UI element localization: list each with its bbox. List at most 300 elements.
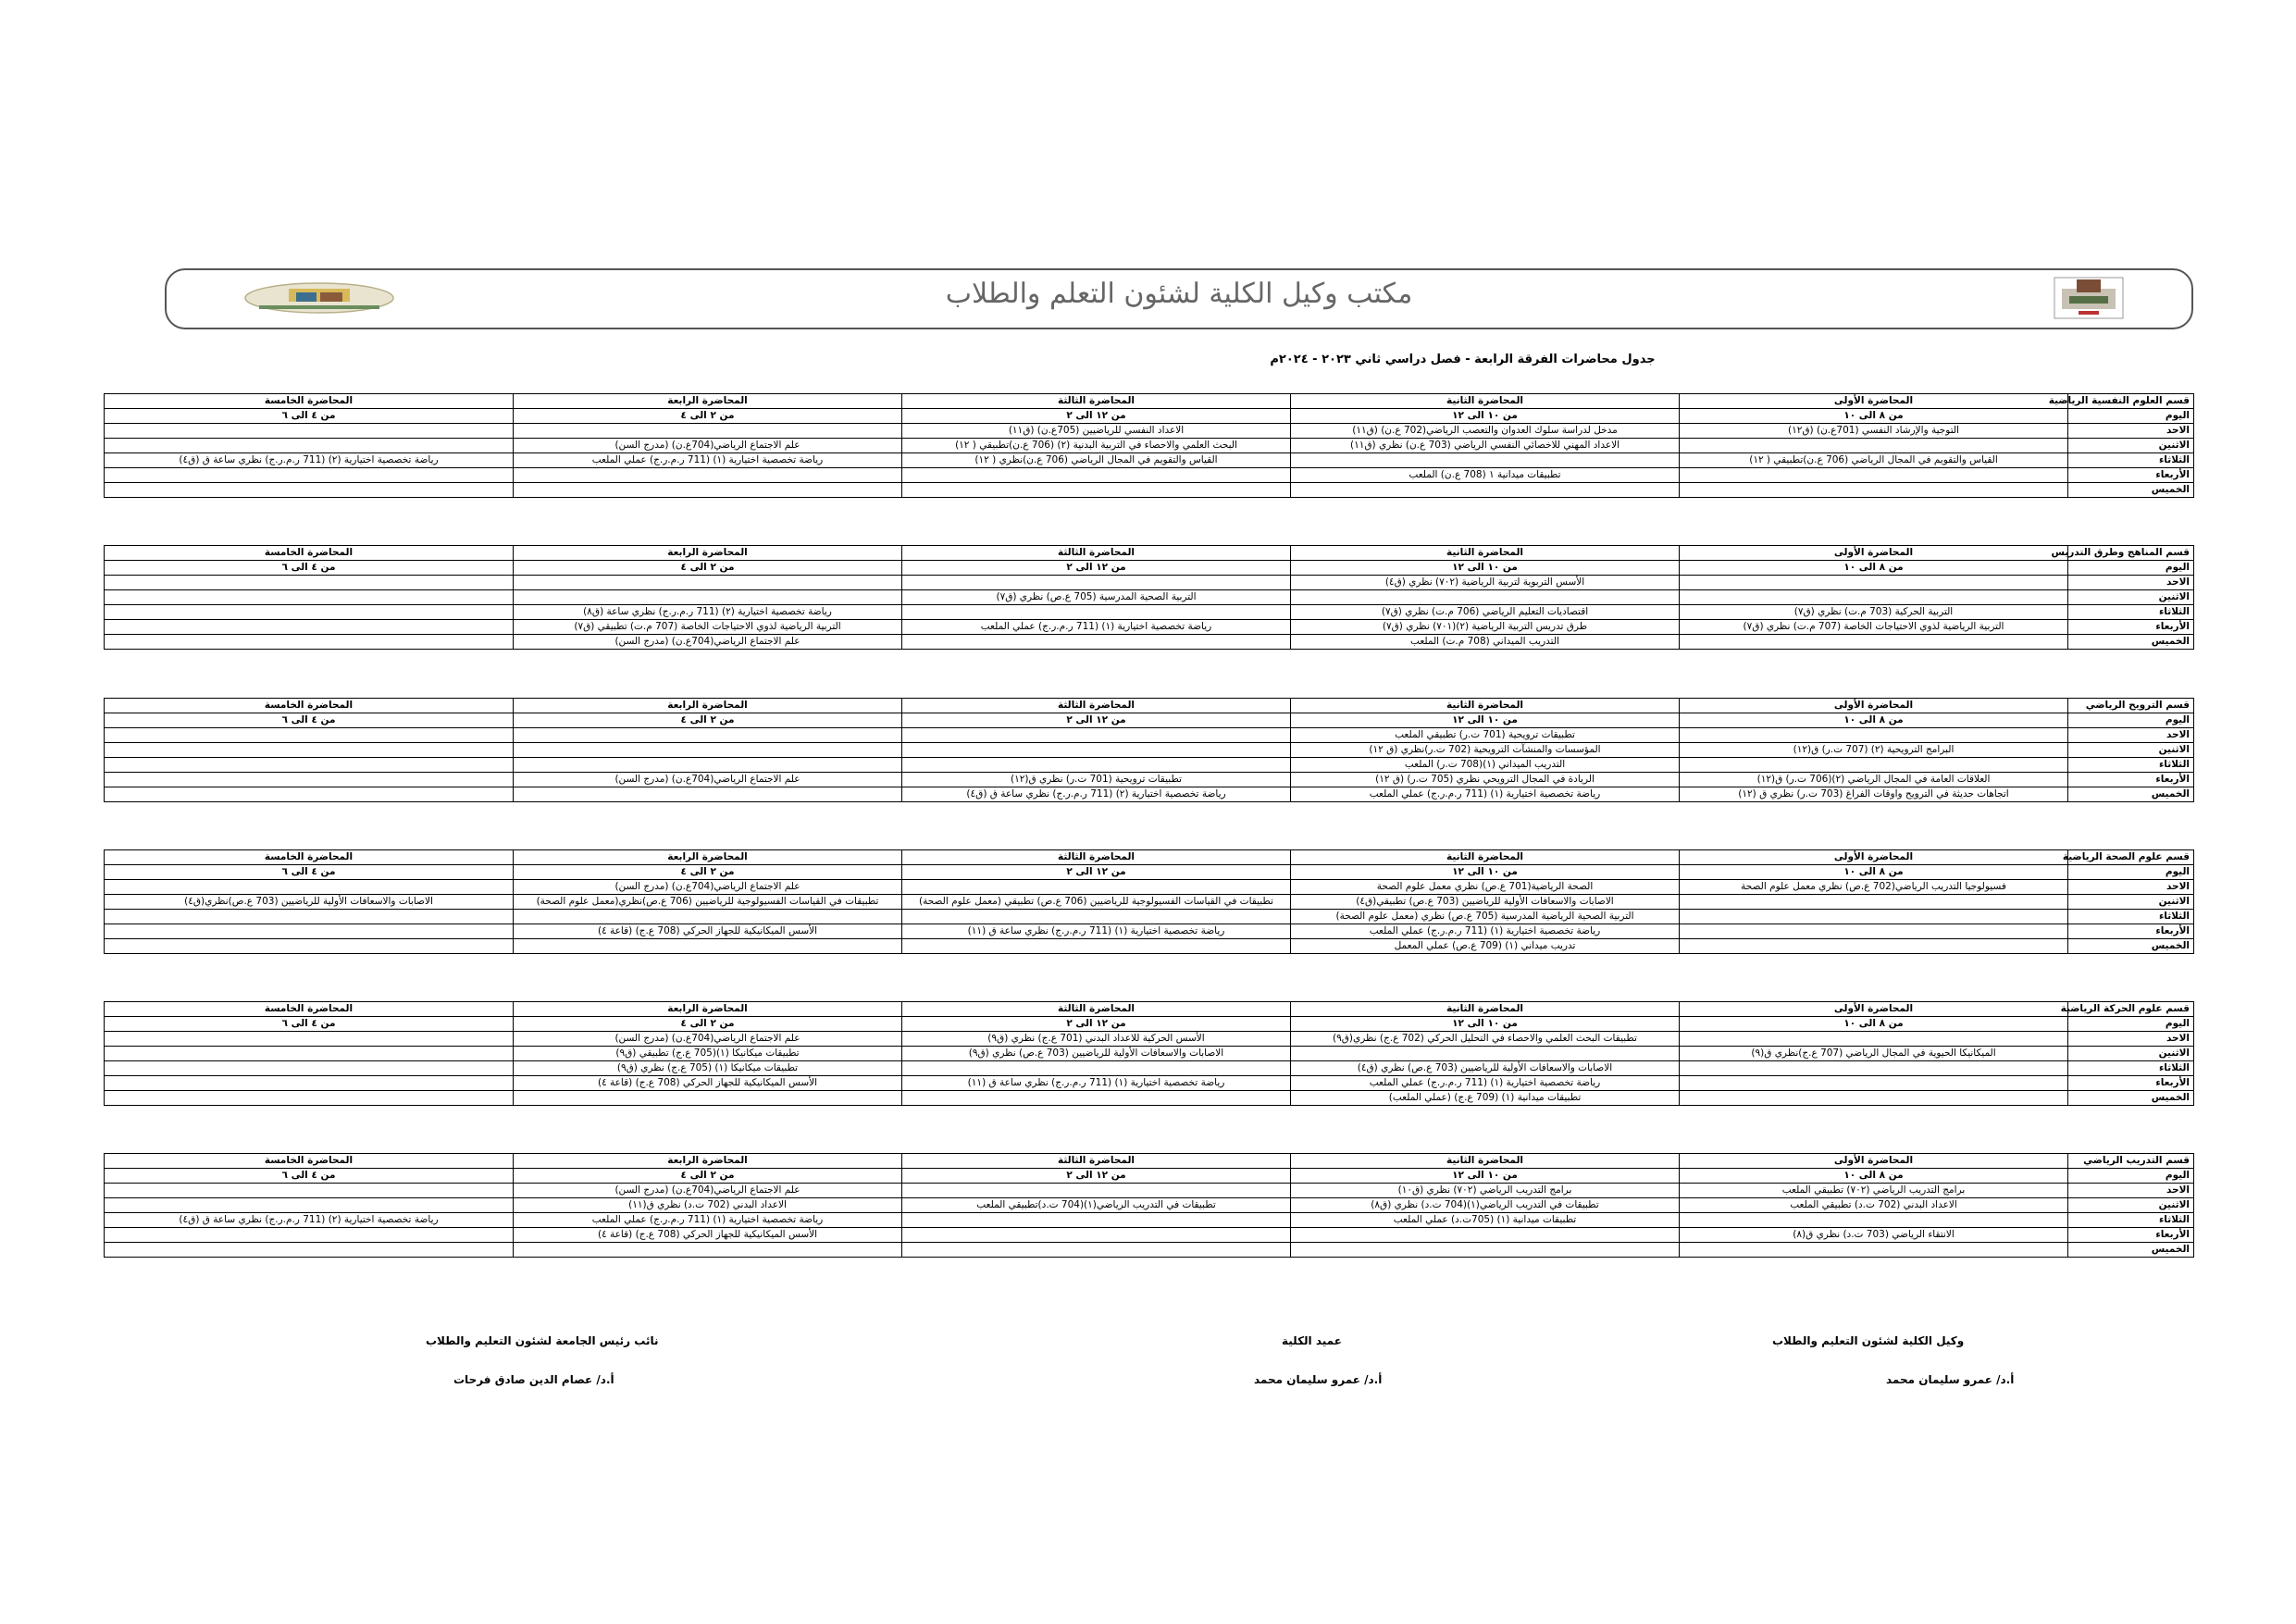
lecture-cell: الاصابات والاسعافات الأولية للرياضيين (703 ع.ص)نظري(ق٤)	[105, 895, 514, 910]
lecture-cell: تطبيقات ميدانية (١) (705ت.د) عملي الملعب	[1291, 1213, 1680, 1228]
table-row	[105, 924, 2194, 939]
lecture-header: المحاضرة الثالثة	[902, 850, 1291, 865]
lecture-cell: الاصابات والاسعافات الأولية للرياضيين (703 ع.ص) نظري (ق٤)	[1291, 1061, 1680, 1076]
lecture-cell	[105, 468, 514, 483]
time-slot: من ٢ الى ٤	[514, 713, 902, 728]
lecture-cell	[1680, 924, 2068, 939]
department-table	[104, 1001, 2194, 1106]
lecture-cell	[902, 1243, 1291, 1258]
time-slot: من ٢ الى ٤	[514, 409, 902, 424]
lecture-cell	[1680, 1076, 2068, 1091]
lecture-cell: التدريب الميداني (١)(708 ت.ر) الملعب	[1291, 758, 1680, 773]
lecture-cell: مدخل لدراسة سلوك العدوان والتعصب الرياضي(702 ع.ن) (ق١١)	[1291, 424, 1680, 439]
table-row	[105, 439, 2194, 453]
lecture-header: المحاضرة الثالثة	[902, 1002, 1291, 1017]
day-label: الثلاثاء	[2068, 910, 2194, 924]
table-row	[105, 1243, 2194, 1258]
table-row	[105, 1047, 2194, 1061]
lecture-cell	[902, 758, 1291, 773]
lecture-cell	[902, 910, 1291, 924]
lecture-cell: تطبيقات البحث العلمي والاحصاء في التحليل الحركي (702 ع.ج) نظري(ق٩)	[1291, 1032, 1680, 1047]
table-row	[105, 424, 2194, 439]
header-row	[105, 546, 2194, 561]
lecture-cell: تطبيقات ميكانيكا (١)(705 ع.ج) تطبيقي (ق٩)	[514, 1047, 902, 1061]
time-row	[105, 409, 2194, 424]
lecture-cell: برامج التدريب الرياضي (٧٠٢) تطبيقي الملعب	[1680, 1184, 2068, 1198]
lecture-cell	[902, 468, 1291, 483]
lecture-cell: علم الاجتماع الرياضي(704ع.ن) (مدرج السن)	[514, 1032, 902, 1047]
lecture-cell	[1680, 895, 2068, 910]
lecture-cell	[1680, 468, 2068, 483]
lecture-cell: برامج التدريب الرياضي (٧٠٢) نظري (ق١٠)	[1291, 1184, 1680, 1198]
lecture-cell: رياضة تخصصية اختيارية (١) (711 ر.م.ر.ج) عملي الملعب	[1291, 1076, 1680, 1091]
vp-name: أ.د/ عصام الدين صادق فرحات	[453, 1373, 614, 1386]
lecture-cell	[1680, 910, 2068, 924]
time-slot: من ١٢ الى ٢	[902, 1169, 1291, 1184]
day-label: الثلاثاء	[2068, 453, 2194, 468]
day-label: الاحد	[2068, 880, 2194, 895]
time-slot: من ٨ الى ١٠	[1680, 1017, 2068, 1032]
lecture-cell	[902, 1228, 1291, 1243]
lecture-cell: رياضة تخصصية اختيارية (٢) (711 ر.م.ر.ج) نظري ساعة (ق٨)	[514, 605, 902, 620]
lecture-cell	[105, 743, 514, 758]
table-row	[105, 910, 2194, 924]
lecture-cell	[902, 1184, 1291, 1198]
lecture-cell: البرامج الترويحية (٢) (707 ت.ر) ق(١٢)	[1680, 743, 2068, 758]
day-label: الاحد	[2068, 424, 2194, 439]
lecture-cell	[105, 1076, 514, 1091]
day-label: الخميس	[2068, 635, 2194, 650]
lecture-cell	[1291, 1228, 1680, 1243]
department-table	[104, 545, 2194, 650]
day-label: اليوم	[2068, 409, 2194, 424]
lecture-cell: رياضة تخصصية اختيارية (١) (711 ر.م.ر.ج) عملي الملعب	[514, 453, 902, 468]
lecture-cell: تطبيقات في القياسات الفسيولوجية للرياضيين (706 ع.ص) تطبيقي (معمل علوم الصحة)	[902, 895, 1291, 910]
lecture-cell: الاعداد النفسي للرياضيين (705ع.ن) (ق١١)	[902, 424, 1291, 439]
lecture-cell	[514, 728, 902, 743]
lecture-cell: علم الاجتماع الرياضي(704ع.ن) (مدرج السن)	[514, 880, 902, 895]
department-table	[104, 849, 2194, 954]
table-row	[105, 1032, 2194, 1047]
day-label: الأربعاء	[2068, 1076, 2194, 1091]
lecture-cell	[902, 939, 1291, 954]
department-name: قسم المناهج وطرق التدريس	[2068, 546, 2194, 561]
lecture-cell: الأسس الميكانيكية للجهاز الحركي (708 ع.ج) (قاعة ٤)	[514, 1076, 902, 1091]
lecture-cell	[514, 758, 902, 773]
lecture-cell	[514, 910, 902, 924]
lecture-cell	[514, 483, 902, 498]
lecture-cell	[1680, 939, 2068, 954]
time-slot: من ٨ الى ١٠	[1680, 561, 2068, 576]
time-slot: من ٢ الى ٤	[514, 865, 902, 880]
lecture-cell	[1680, 1243, 2068, 1258]
day-label: الاحد	[2068, 1184, 2194, 1198]
lecture-cell	[514, 576, 902, 590]
table-row	[105, 758, 2194, 773]
day-label: الخميس	[2068, 939, 2194, 954]
department-table	[104, 393, 2194, 498]
lecture-cell: رياضة تخصصية اختيارية (١) (711 ر.م.ر.ج) نظري ساعة ق (١١)	[902, 924, 1291, 939]
day-label: اليوم	[2068, 1017, 2194, 1032]
day-label: الأربعاء	[2068, 468, 2194, 483]
lecture-cell: تطبيقات ميكانيكا (١) (705 ع.ج) نظري (ق٩)	[514, 1061, 902, 1076]
lecture-cell: تطبيقات ترويحية (701 ت.ر) تطبيقي الملعب	[1291, 728, 1680, 743]
university-logo-icon	[241, 279, 398, 316]
time-slot: من ١٢ الى ٢	[902, 1017, 1291, 1032]
lecture-cell: رياضة تخصصية اختيارية (٢) (711 ر.م.ر.ج) نظري ساعة ق (ق٤)	[105, 453, 514, 468]
day-label: الثلاثاء	[2068, 1061, 2194, 1076]
lecture-cell: الاصابات والاسعافات الأولية للرياضيين (703 ع.ص) نظري (ق٩)	[902, 1047, 1291, 1061]
lecture-cell	[105, 635, 514, 650]
lecture-cell: تطبيقات في التدريب الرياضي(١)(704 ت.د) نظري (ق٨)	[1291, 1198, 1680, 1213]
table-row	[105, 453, 2194, 468]
dean-label: عميد الكلية	[1282, 1334, 1342, 1347]
day-label: الاثنين	[2068, 743, 2194, 758]
lecture-cell	[105, 1032, 514, 1047]
lecture-cell: علم الاجتماع الرياضي(704ع.ن) (مدرج السن)	[514, 439, 902, 453]
lecture-header: المحاضرة الرابعة	[514, 546, 902, 561]
time-slot: من ١٠ الى ١٢	[1291, 409, 1680, 424]
header-row	[105, 1154, 2194, 1169]
lecture-cell	[1291, 1243, 1680, 1258]
lecture-cell	[1680, 635, 2068, 650]
header-row	[105, 1002, 2194, 1017]
lecture-cell: اتجاهات حديثة في الترويح واوقات الفراغ (703 ت.ر) نظري ق (١٢)	[1680, 787, 2068, 802]
table-row	[105, 468, 2194, 483]
lecture-header: المحاضرة الثانية	[1291, 850, 1680, 865]
lecture-cell	[105, 483, 514, 498]
lecture-header: المحاضرة الثالثة	[902, 394, 1291, 409]
lecture-cell: رياضة تخصصية اختيارية (٢) (711 ر.م.ر.ج) نظري ساعة ق (ق٤)	[105, 1213, 514, 1228]
day-label: الاثنين	[2068, 439, 2194, 453]
lecture-cell: التربية الصحية المدرسية (705 ع.ص) نظري (ق٧)	[902, 590, 1291, 605]
department-name: قسم العلوم النفسية الرياضية	[2068, 394, 2194, 409]
lecture-header: المحاضرة الخامسة	[105, 1154, 514, 1169]
time-slot: من ٢ الى ٤	[514, 1169, 902, 1184]
lecture-cell	[514, 1243, 902, 1258]
day-label: الاثنين	[2068, 895, 2194, 910]
lecture-cell	[105, 1184, 514, 1198]
header-row	[105, 699, 2194, 713]
table-row	[105, 880, 2194, 895]
lecture-cell	[902, 576, 1291, 590]
lecture-cell: علم الاجتماع الرياضي(704ع.ن) (مدرج السن)	[514, 1184, 902, 1198]
lecture-cell	[105, 590, 514, 605]
lecture-header: المحاضرة الأولى	[1680, 850, 2068, 865]
lecture-cell	[105, 939, 514, 954]
lecture-cell	[1680, 590, 2068, 605]
day-label: الاحد	[2068, 1032, 2194, 1047]
lecture-cell: القياس والتقويم في المجال الرياضي (706 ع.ن)تطبيقي ( ١٢)	[1680, 453, 2068, 468]
lecture-cell	[514, 787, 902, 802]
lecture-cell: تطبيقات في التدريب الرياضي(١)(704 ت.د)تطبيقي الملعب	[902, 1198, 1291, 1213]
lecture-header: المحاضرة الرابعة	[514, 394, 902, 409]
lecture-header: المحاضرة الخامسة	[105, 546, 514, 561]
lecture-cell: اقتصاديات التعليم الرياضي (706 م.ت) نظري (ق٧)	[1291, 605, 1680, 620]
lecture-cell: رياضة تخصصية اختيارية (٢) (711 ر.م.ر.ج) نظري ساعة ق (ق٤)	[902, 787, 1291, 802]
document-title: جدول محاضرات الفرقة الرابعة - فصل دراسي ثاني ٢٠٢٣ - ٢٠٢٤م	[1270, 353, 1656, 366]
lecture-cell	[1680, 1061, 2068, 1076]
table-row	[105, 1076, 2194, 1091]
table-row	[105, 483, 2194, 498]
lecture-cell: رياضة تخصصية اختيارية (١) (711 ر.م.ر.ج) عملي الملعب	[514, 1213, 902, 1228]
lecture-cell: القياس والتقويم في المجال الرياضي (706 ع.ن)نظري ( ١٢)	[902, 453, 1291, 468]
table-row	[105, 939, 2194, 954]
lecture-cell: تطبيقات ميدانية (١) (709 ع.ج) (عملي الملعب)	[1291, 1091, 1680, 1106]
lecture-cell	[902, 1213, 1291, 1228]
lecture-cell	[105, 728, 514, 743]
lecture-cell: الأسس الحركية للاعداد البدني (701 ع.ج) نظري (ق٩)	[902, 1032, 1291, 1047]
lecture-cell	[1680, 728, 2068, 743]
day-label: الأربعاء	[2068, 620, 2194, 635]
lecture-header: المحاضرة الأولى	[1680, 1154, 2068, 1169]
lecture-cell	[514, 468, 902, 483]
lecture-header: المحاضرة الثانية	[1291, 699, 1680, 713]
lecture-cell	[902, 728, 1291, 743]
lecture-cell	[105, 620, 514, 635]
lecture-header: المحاضرة الثانية	[1291, 546, 1680, 561]
office-header	[165, 268, 2193, 329]
time-slot: من ٤ الى ٦	[105, 1169, 514, 1184]
lecture-cell	[1680, 1213, 2068, 1228]
lecture-cell: الاعداد المهني للاخصائي النفسي الرياضي (703 ع.ن) نظري (ق١١)	[1291, 439, 1680, 453]
table-row	[105, 1198, 2194, 1213]
table-row	[105, 620, 2194, 635]
lecture-cell	[105, 773, 514, 787]
lecture-header: المحاضرة الرابعة	[514, 850, 902, 865]
header-row	[105, 850, 2194, 865]
header-row	[105, 394, 2194, 409]
lecture-header: المحاضرة الرابعة	[514, 699, 902, 713]
lecture-cell: تدريب ميداني (١) (709 ع.ص) عملي المعمل	[1291, 939, 1680, 954]
day-label: الاحد	[2068, 576, 2194, 590]
lecture-cell	[902, 880, 1291, 895]
lecture-cell	[514, 939, 902, 954]
lecture-header: المحاضرة الخامسة	[105, 699, 514, 713]
lecture-cell	[105, 1198, 514, 1213]
day-label: الخميس	[2068, 787, 2194, 802]
lecture-header: المحاضرة الأولى	[1680, 394, 2068, 409]
lecture-cell: تطبيقات في القياسات الفسيولوجية للرياضيين (706 ع.ص)نظري(معمل علوم الصحة)	[514, 895, 902, 910]
time-slot: من ٨ الى ١٠	[1680, 409, 2068, 424]
vice-dean-label: وكيل الكلية لشئون التعليم والطلاب	[1772, 1334, 1965, 1347]
lecture-cell: العلاقات العامة في المجال الرياضي (٢)(706 ت.ر) ق(١٢)	[1680, 773, 2068, 787]
lecture-cell	[902, 743, 1291, 758]
lecture-cell: التوجية والإرشاد النفسي (701ع.ن) (ق١٢)	[1680, 424, 2068, 439]
department-table	[104, 1153, 2194, 1258]
time-slot: من ١٢ الى ٢	[902, 409, 1291, 424]
lecture-cell	[105, 758, 514, 773]
lecture-header: المحاضرة الثانية	[1291, 1154, 1680, 1169]
lecture-cell	[105, 1091, 514, 1106]
lecture-header: المحاضرة الثانية	[1291, 394, 1680, 409]
lecture-cell	[105, 787, 514, 802]
day-label: الاثنين	[2068, 1047, 2194, 1061]
time-slot: من ٤ الى ٦	[105, 1017, 514, 1032]
table-row	[105, 1091, 2194, 1106]
time-slot: من ١٠ الى ١٢	[1291, 865, 1680, 880]
lecture-cell	[902, 605, 1291, 620]
lecture-header: المحاضرة الأولى	[1680, 1002, 2068, 1017]
lecture-header: المحاضرة الثالثة	[902, 1154, 1291, 1169]
lecture-cell: التربية الحركية (703 م.ت) نظري (ق٧)	[1680, 605, 2068, 620]
lecture-cell	[902, 635, 1291, 650]
table-row	[105, 895, 2194, 910]
time-slot: من ١٠ الى ١٢	[1291, 1169, 1680, 1184]
lecture-cell: الاصابات والاسعافات الأولية للرياضيين (703 ع.ص) تطبيقي(ق٤)	[1291, 895, 1680, 910]
lecture-header: المحاضرة الثانية	[1291, 1002, 1680, 1017]
day-label: اليوم	[2068, 713, 2194, 728]
lecture-cell: الريادة في المجال الترويحي نظري (705 ت.ر) (ق ١٢)	[1291, 773, 1680, 787]
office-title: مكتب وكيل الكلية لشئون التعلم والطلاب	[945, 278, 1413, 310]
vice-dean-name: أ.د/ عمرو سليمان محمد	[1886, 1373, 2015, 1386]
lecture-cell	[902, 483, 1291, 498]
time-row	[105, 865, 2194, 880]
lecture-cell: الصحة الرياضية(701 ع.ص) نظري معمل علوم الصحة	[1291, 880, 1680, 895]
lecture-cell: الانتقاء الرياضي (703 ت.د) نظري ق(٨)	[1680, 1228, 2068, 1243]
day-label: الاثنين	[2068, 590, 2194, 605]
lecture-cell: المؤسسات والمنشآت الترويحية (702 ت.ر)نظري (ق ١٢)	[1291, 743, 1680, 758]
time-slot: من ١٠ الى ١٢	[1291, 713, 1680, 728]
lecture-cell	[902, 1091, 1291, 1106]
lecture-cell: التدريب الميداني (708 م.ت) الملعب	[1291, 635, 1680, 650]
lecture-header: المحاضرة الأولى	[1680, 546, 2068, 561]
lecture-cell	[105, 1061, 514, 1076]
vp-label: نائب رئيس الجامعة لشئون التعليم والطلاب	[426, 1334, 659, 1347]
lecture-cell	[105, 1228, 514, 1243]
day-label: الاحد	[2068, 728, 2194, 743]
department-name: قسم الترويح الرياضي	[2068, 699, 2194, 713]
lecture-cell	[514, 424, 902, 439]
lecture-cell: علم الاجتماع الرياضي(704ع.ن) (مدرج السن)	[514, 635, 902, 650]
time-row	[105, 1017, 2194, 1032]
lecture-cell	[1291, 483, 1680, 498]
department-table	[104, 698, 2194, 802]
department-name: قسم علوم الصحة الرياضية	[2068, 850, 2194, 865]
table-row	[105, 1061, 2194, 1076]
time-row	[105, 713, 2194, 728]
day-label: الأربعاء	[2068, 924, 2194, 939]
lecture-cell	[105, 924, 514, 939]
dean-name: أ.د/ عمرو سليمان محمد	[1254, 1373, 1383, 1386]
lecture-cell	[514, 590, 902, 605]
lecture-cell: رياضة تخصصية اختيارية (١) (711 ر.م.ر.ج) عملي الملعب	[1291, 924, 1680, 939]
lecture-header: المحاضرة الثالثة	[902, 699, 1291, 713]
table-row	[105, 728, 2194, 743]
lecture-cell: الأسس الميكانيكية للجهاز الحركي (708 ع.ج) (قاعة ٤)	[514, 1228, 902, 1243]
time-slot: من ٨ الى ١٠	[1680, 865, 2068, 880]
time-slot: من ١٢ الى ٢	[902, 713, 1291, 728]
day-label: اليوم	[2068, 561, 2194, 576]
day-label: الخميس	[2068, 1091, 2194, 1106]
lecture-cell	[1680, 1032, 2068, 1047]
time-slot: من ٤ الى ٦	[105, 713, 514, 728]
time-slot: من ٢ الى ٤	[514, 1017, 902, 1032]
lecture-cell	[105, 439, 514, 453]
time-slot: من ٨ الى ١٠	[1680, 1169, 2068, 1184]
time-slot: من ١٢ الى ٢	[902, 561, 1291, 576]
day-label: الثلاثاء	[2068, 758, 2194, 773]
table-row	[105, 787, 2194, 802]
lecture-cell	[1680, 439, 2068, 453]
lecture-cell	[1291, 453, 1680, 468]
lecture-cell: الاعداد البدني (702 ت.د) تطبيقي الملعب	[1680, 1198, 2068, 1213]
lecture-cell: فسيولوجيا التدريب الرياضي(702 ع.ص) نظري معمل علوم الصحة	[1680, 880, 2068, 895]
lecture-cell: رياضة تخصصية اختيارية (١) (711 ر.م.ر.ج) عملي الملعب	[902, 620, 1291, 635]
day-label: اليوم	[2068, 1169, 2194, 1184]
lecture-header: المحاضرة الرابعة	[514, 1154, 902, 1169]
lecture-cell: الأسس التربوية لتربية الرياضية (٧٠٢) نظري (ق٤)	[1291, 576, 1680, 590]
lecture-cell	[105, 1243, 514, 1258]
lecture-cell: علم الاجتماع الرياضي(704ع.ن) (مدرج السن)	[514, 773, 902, 787]
lecture-header: المحاضرة الرابعة	[514, 1002, 902, 1017]
table-row	[105, 773, 2194, 787]
lecture-cell: الاعداد البدني (702 ت.د) نظري ق(١١)	[514, 1198, 902, 1213]
lecture-cell: طرق تدريس التربية الرياضية (٢)(٧٠١) نظري (ق٧)	[1291, 620, 1680, 635]
time-slot: من ٤ الى ٦	[105, 409, 514, 424]
day-label: الخميس	[2068, 483, 2194, 498]
table-row	[105, 590, 2194, 605]
time-slot: من ١٠ الى ١٢	[1291, 1017, 1680, 1032]
lecture-cell	[105, 880, 514, 895]
table-row	[105, 605, 2194, 620]
lecture-cell: التربية الرياضية لذوي الاحتياجات الخاصة (707 م.ت) نظري (ق٧)	[1680, 620, 2068, 635]
time-row	[105, 1169, 2194, 1184]
lecture-cell	[1291, 1047, 1680, 1061]
time-slot: من ١٢ الى ٢	[902, 865, 1291, 880]
lecture-cell: تطبيقات ميدانية ١ (708 ع.ن) الملعب	[1291, 468, 1680, 483]
lecture-header: المحاضرة الخامسة	[105, 1002, 514, 1017]
lecture-cell: الأسس الميكانيكية للجهاز الحركي (708 ع.ج) (قاعة ٤)	[514, 924, 902, 939]
lecture-cell	[1680, 1091, 2068, 1106]
table-row	[105, 1184, 2194, 1198]
day-label: اليوم	[2068, 865, 2194, 880]
lecture-cell	[902, 1061, 1291, 1076]
time-slot: من ٤ الى ٦	[105, 561, 514, 576]
lecture-cell	[105, 424, 514, 439]
table-row	[105, 1213, 2194, 1228]
lecture-cell	[1680, 576, 2068, 590]
lecture-cell	[514, 1091, 902, 1106]
time-row	[105, 561, 2194, 576]
lecture-cell: التربية الرياضية لذوي الاحتياجات الخاصة (707 م.ت) تطبيقي (ق٧)	[514, 620, 902, 635]
time-slot: من ٨ الى ١٠	[1680, 713, 2068, 728]
lecture-header: المحاضرة الأولى	[1680, 699, 2068, 713]
lecture-header: المحاضرة الخامسة	[105, 850, 514, 865]
table-row	[105, 576, 2194, 590]
lecture-cell	[1680, 758, 2068, 773]
day-label: الأربعاء	[2068, 1228, 2194, 1243]
lecture-cell: رياضة تخصصية اختيارية (١) (711 ر.م.ر.ج) نظري ساعة ق (١١)	[902, 1076, 1291, 1091]
lecture-cell: رياضة تخصصية اختيارية (١) (711 ر.م.ر.ج) عملي الملعب	[1291, 787, 1680, 802]
lecture-cell	[105, 1047, 514, 1061]
time-slot: من ١٠ الى ١٢	[1291, 561, 1680, 576]
day-label: الثلاثاء	[2068, 605, 2194, 620]
day-label: الخميس	[2068, 1243, 2194, 1258]
lecture-cell: تطبيقات ترويحية (701 ت.ر) نظري ق(١٢)	[902, 773, 1291, 787]
day-label: الأربعاء	[2068, 773, 2194, 787]
department-name: قسم علوم الحركة الرياضية	[2068, 1002, 2194, 1017]
table-row	[105, 1228, 2194, 1243]
lecture-cell	[105, 910, 514, 924]
day-label: الاثنين	[2068, 1198, 2194, 1213]
time-slot: من ٢ الى ٤	[514, 561, 902, 576]
lecture-cell: البحث العلمي والاحصاء في التربية البدنية (٢) (706 ع.ن)تطبيقي ( ١٢)	[902, 439, 1291, 453]
lecture-cell	[1680, 483, 2068, 498]
day-label: الثلاثاء	[2068, 1213, 2194, 1228]
time-slot: من ٤ الى ٦	[105, 865, 514, 880]
department-name: قسم التدريب الرياضي	[2068, 1154, 2194, 1169]
